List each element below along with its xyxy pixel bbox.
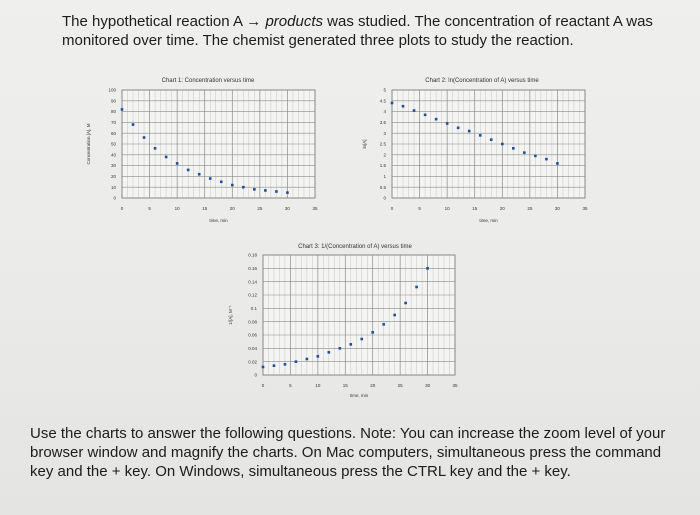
x-tick-label: 25 — [397, 383, 403, 388]
x-tick-label: 20 — [370, 383, 376, 388]
x-tick-label: 10 — [174, 206, 180, 211]
data-point — [371, 331, 374, 334]
x-tick-label: 30 — [425, 383, 431, 388]
data-point — [468, 130, 471, 133]
data-point — [154, 147, 157, 150]
data-point — [512, 147, 515, 150]
data-point — [545, 158, 548, 161]
data-point — [143, 136, 146, 139]
y-tick-label: 30 — [110, 163, 116, 169]
x-tick-label: 15 — [202, 206, 208, 211]
y-tick-label: 2.5 — [379, 141, 386, 147]
statement-products: products — [261, 13, 323, 30]
y-tick-label: 40 — [110, 152, 116, 158]
statement-part1: The hypothetical reaction A — [62, 13, 247, 30]
data-point — [231, 184, 234, 187]
data-point — [264, 189, 267, 192]
data-point — [273, 364, 276, 367]
y-tick-label: 3.5 — [379, 120, 386, 125]
x-tick-label: 5 — [148, 206, 151, 211]
x-tick-label: 10 — [444, 206, 450, 211]
data-point — [306, 358, 309, 361]
chart-2 — [362, 78, 588, 223]
data-point — [360, 338, 363, 341]
y-axis-label: Concentration [A], M — [86, 123, 91, 165]
y-tick-label: 0.12 — [248, 292, 257, 298]
data-point — [435, 118, 438, 121]
y-tick-label: 0.16 — [248, 265, 257, 271]
data-point — [402, 105, 405, 108]
y-tick-label: 0.08 — [248, 319, 257, 325]
data-point — [317, 355, 320, 358]
chart-title: Chart 1: Concentration versus time — [161, 78, 255, 84]
data-point — [328, 351, 331, 354]
data-point — [457, 127, 460, 130]
y-tick-label: 60 — [110, 130, 116, 136]
y-tick-label: 0 — [113, 195, 116, 201]
reaction-arrow: → — [246, 13, 262, 30]
x-tick-label: 0 — [120, 206, 124, 211]
data-point — [446, 122, 449, 125]
y-tick-label: 50 — [110, 141, 116, 147]
chart-3 — [228, 244, 458, 398]
data-point — [404, 302, 407, 305]
data-point — [534, 155, 537, 158]
data-point — [424, 114, 427, 117]
data-point — [275, 190, 278, 193]
data-point — [286, 191, 289, 194]
y-tick-label: 4 — [383, 109, 386, 115]
x-tick-label: 20 — [229, 206, 235, 211]
data-point — [339, 347, 342, 350]
x-tick-label: 35 — [312, 206, 318, 211]
data-point — [209, 177, 212, 180]
y-tick-label: 0.02 — [248, 359, 257, 365]
y-tick-label: 0.14 — [248, 279, 257, 285]
x-tick-label: 5 — [289, 383, 292, 388]
data-point — [413, 109, 416, 112]
y-tick-label: 2 — [383, 152, 386, 158]
y-axis-label: 1/[A], M⁻¹ — [228, 305, 233, 325]
data-point — [349, 343, 352, 346]
y-tick-label: 80 — [110, 109, 116, 115]
plot-area — [263, 255, 455, 375]
y-tick-label: 0 — [383, 195, 386, 201]
x-tick-label: 10 — [315, 383, 321, 388]
chart-title: Chart 2: ln(Concentration of A) versus time — [425, 78, 539, 84]
x-tick-label: 15 — [472, 206, 478, 211]
y-tick-label: 5 — [383, 87, 386, 93]
data-point — [187, 169, 190, 172]
data-point — [242, 186, 245, 189]
x-tick-label: 30 — [554, 206, 560, 211]
y-tick-label: 0.1 — [250, 305, 257, 311]
y-tick-label: 10 — [110, 184, 116, 190]
data-point — [284, 363, 287, 366]
y-tick-label: 4.5 — [379, 98, 386, 104]
data-point — [523, 151, 526, 154]
y-tick-label: 1.5 — [379, 163, 386, 169]
x-tick-label: 5 — [418, 206, 421, 211]
data-point — [556, 162, 559, 165]
x-tick-label: 0 — [261, 383, 265, 388]
data-point — [262, 366, 265, 369]
data-point — [382, 323, 385, 326]
x-tick-label: 25 — [527, 206, 533, 211]
y-tick-label: 3 — [383, 130, 386, 136]
y-tick-label: 0.06 — [248, 332, 257, 338]
y-tick-label: 100 — [108, 87, 116, 93]
x-tick-label: 25 — [257, 206, 263, 211]
data-point — [295, 360, 298, 363]
x-axis-label: time, min — [479, 218, 498, 223]
data-point — [165, 156, 168, 159]
data-point — [426, 267, 429, 270]
x-tick-label: 35 — [582, 206, 588, 211]
data-point — [391, 102, 394, 105]
y-tick-label: 90 — [110, 98, 116, 104]
data-point — [479, 134, 482, 137]
x-tick-label: 0 — [390, 206, 394, 211]
y-tick-label: 70 — [110, 120, 116, 125]
data-point — [501, 143, 504, 146]
statement-part3: was studied. The concentration of reactant A was monitored over time. The chemist generated three plots to study the reaction. — [62, 13, 653, 49]
data-point — [490, 138, 493, 141]
x-axis-label: time, min — [349, 393, 369, 398]
x-tick-label: 35 — [452, 383, 458, 388]
x-axis-label: time, min — [209, 218, 228, 223]
data-point — [176, 162, 179, 165]
y-tick-label: 0.5 — [379, 184, 386, 190]
data-point — [198, 173, 201, 176]
y-tick-label: 20 — [110, 174, 116, 179]
y-tick-label: 1 — [383, 174, 386, 179]
y-tick-label: 0.04 — [248, 345, 257, 351]
y-tick-label: 0.18 — [248, 252, 257, 258]
chart-title: Chart 3: 1/(Concentration of A) versus time — [298, 244, 412, 250]
x-tick-label: 15 — [342, 383, 348, 388]
x-tick-label: 20 — [499, 206, 505, 211]
data-point — [393, 314, 396, 317]
instructions-text: Use the charts to answer the following questions. Note: You can increase the zoom level of your browser window and magnify the charts. On Mac computers, simultaneous press the command key and the + key. On Windows, simultaneous press the CTRL key and the + key. — [30, 425, 666, 480]
data-point — [253, 188, 256, 191]
data-point — [415, 286, 418, 289]
chart-1 — [86, 78, 318, 223]
y-tick-label: 0 — [254, 372, 257, 378]
data-point — [220, 181, 223, 184]
data-point — [132, 123, 135, 126]
data-point — [121, 108, 124, 111]
x-tick-label: 30 — [284, 206, 290, 211]
y-axis-label: ln[A] — [362, 139, 367, 149]
